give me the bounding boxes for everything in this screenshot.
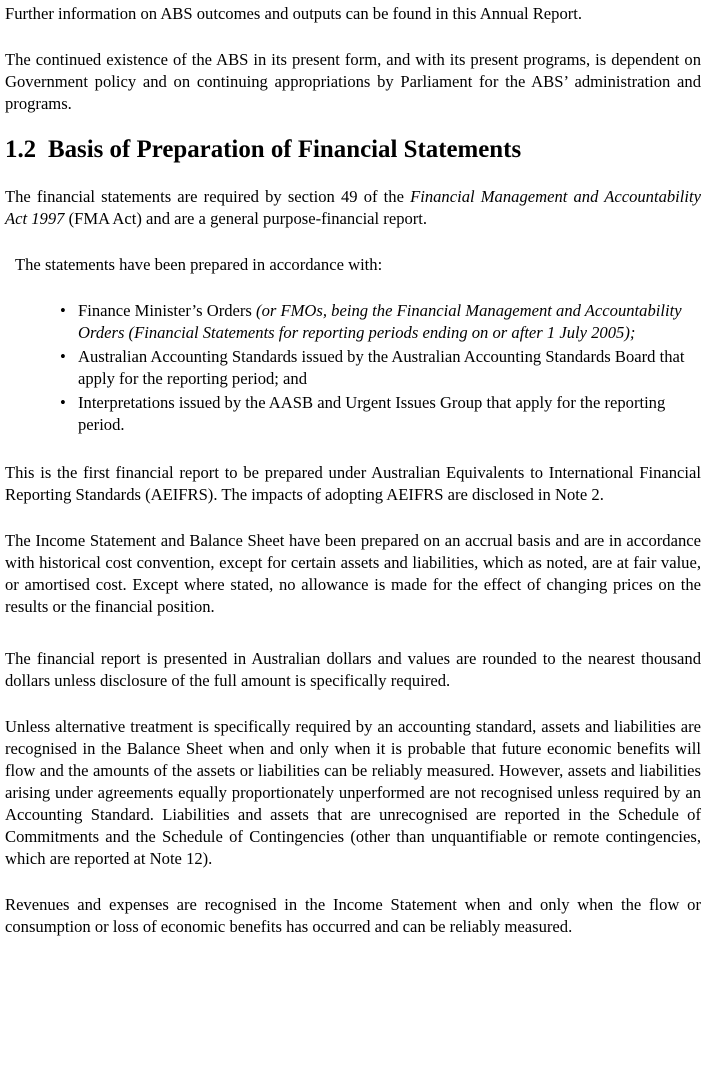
section-heading (5, 136, 701, 163)
list-item-text: Interpretations issued by the AASB and Urgent Issues Group that apply for the reporting period. (78, 393, 666, 434)
paragraph-text: Further information on ABS outcomes and outputs can be found in this Annual Report. (5, 4, 583, 23)
list-item-accounting-standards (5, 346, 701, 390)
paragraph-text: The Income Statement and Balance Sheet have been prepared on an accrual basis and are in accordance with historical cost convention, except for certain assets and liabilities, which as noted, are at fair value, or amortised cost. Except where stated, no allowance is made for the effect of changing prices on the results or the financial position. (5, 531, 701, 616)
paragraph-aeifrs (5, 462, 701, 506)
paragraph-text: (FMA Act) and are a general purpose-financial report. (64, 209, 428, 228)
bullet-icon: • (60, 347, 66, 366)
accordance-bullet-list (5, 300, 701, 436)
bullet-icon: • (60, 393, 66, 412)
act-title-italic: Financial Management and Accountability Act 1997 (5, 187, 701, 228)
paragraph-further-information (5, 3, 701, 25)
paragraph-continued-existence (5, 49, 701, 115)
paragraph-text: Unless alternative treatment is specifically required by an accounting standard, assets and liabilities are recognised in the Balance Sheet when and only when it is probable that future economic benefits will flow and the amounts of the assets or liabilities can be reliably measured. However, assets and liabilities arising under agreements equally proportionately unperformed are not recognised unless required by an Accounting Standard. Liabilities and assets that are unrecognised are reported in the Schedule of Commitments and the Schedule of Contingencies (other than unquantifiable or remote contingencies, which are reported at Note 12). (5, 717, 701, 868)
paragraph-text: The financial report is presented in Australian dollars and values are rounded to the nearest thousand dollars unless disclosure of the full amount is specifically required. (5, 649, 701, 690)
paragraph-text: This is the first financial report to be prepared under Australian Equivalents to International Financial Reporting Standards (AEIFRS). The impacts of adopting AEIFRS are disclosed in Note 2. (5, 463, 701, 504)
paragraph-fma-act (5, 186, 701, 230)
paragraph-statements-prepared (5, 254, 701, 276)
list-item-interpretations (5, 392, 701, 436)
paragraph-accrual-basis (5, 530, 701, 618)
list-item-finance-ministers-orders (5, 300, 701, 344)
paragraph-text: The financial statements are required by section 49 of the (5, 187, 411, 206)
paragraph-recognition-criteria (5, 716, 701, 870)
paragraph-text: The statements have been prepared in accordance with: (15, 255, 383, 274)
paragraph-revenues-expenses (5, 894, 701, 938)
list-item-text: Finance Minister’s Orders (78, 301, 257, 320)
section-number: 1.2 (5, 136, 37, 163)
paragraph-text: The continued existence of the ABS in its present form, and with its present programs, is dependent on Government policy and on continuing appropriations by Parliament for the ABS’ administration and programs. (5, 50, 701, 113)
bullet-icon: • (60, 301, 66, 320)
list-item-text: Australian Accounting Standards issued by the Australian Accounting Standards Board that apply for the reporting period; and (78, 347, 685, 388)
paragraph-australian-dollars (5, 648, 701, 692)
list-item-text-italic: (or FMOs, being the Financial Management and Accountability Orders (Financial Statements for reporting periods ending on or after 1 July 2005); (78, 301, 682, 342)
section-title: Basis of Preparation of Financial Statements (48, 136, 522, 163)
paragraph-text: Revenues and expenses are recognised in the Income Statement when and only when the flow or consumption or loss of economic benefits has occurred and can be reliably measured. (5, 895, 701, 936)
